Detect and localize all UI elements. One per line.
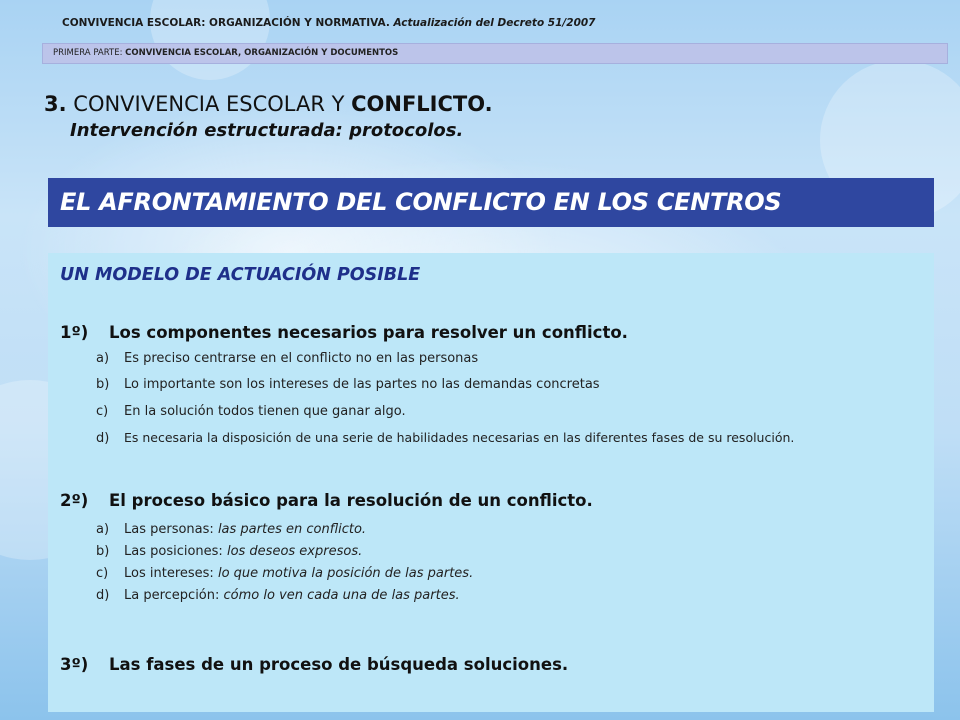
sub-letter: c) — [96, 404, 109, 419]
sub-item — [96, 588, 460, 603]
content-panel — [48, 253, 934, 712]
header-main: CONVIVENCIA ESCOLAR: ORGANIZACIÓN Y NORMATIVA. — [62, 17, 390, 29]
item-number: 2º) — [60, 491, 89, 510]
list-item-2 — [60, 491, 593, 510]
main-banner: EL AFRONTAMIENTO DEL CONFLICTO EN LOS CENTROS — [48, 178, 934, 227]
sub-label: Las posiciones: — [124, 544, 223, 559]
item-text: Los componentes necesarios para resolver un conflicto. — [109, 323, 628, 342]
panel-title: UN MODELO DE ACTUACIÓN POSIBLE — [60, 265, 421, 285]
section-title — [44, 92, 493, 116]
sub-label: Las personas: — [124, 522, 214, 537]
list-item-3 — [60, 655, 568, 674]
header-italic: Actualización del Decreto 51/2007 — [393, 17, 596, 29]
section-title-bold: CONFLICTO. — [351, 92, 493, 116]
sub-label: La percepción: — [124, 588, 220, 603]
item-text: Las fases de un proceso de búsqueda soluciones. — [109, 655, 569, 674]
section-number: 3. — [44, 92, 67, 116]
section-title-plain: CONVIVENCIA ESCOLAR Y — [73, 92, 345, 116]
document-header — [62, 17, 595, 29]
sub-item — [96, 522, 366, 537]
item-text: El proceso básico para la resolución de un conflicto. — [109, 491, 593, 510]
item-number: 3º) — [60, 655, 89, 674]
sub-item — [96, 566, 473, 581]
sub-detail: los deseos expresos. — [226, 544, 363, 559]
sub-detail: las partes en conflicto. — [217, 522, 367, 537]
sub-item — [96, 544, 362, 559]
sub-item — [96, 377, 600, 392]
sub-item — [96, 404, 406, 419]
sub-letter: c) — [96, 566, 109, 581]
sub-text: Lo importante son los intereses de las partes no las demandas concretas — [124, 377, 600, 392]
item-number: 1º) — [60, 323, 89, 342]
sub-letter: a) — [96, 522, 110, 537]
sub-text: En la solución todos tienen que ganar algo. — [124, 404, 406, 419]
list-item-1 — [60, 323, 628, 342]
sub-text: Es preciso centrarse en el conflicto no en las personas — [124, 351, 479, 366]
sub-letter: d) — [96, 588, 110, 603]
part-prefix: PRIMERA PARTE: — [53, 48, 123, 58]
sub-text: Es necesaria la disposición de una serie de habilidades necesarias en las diferentes fases de su resolución. — [124, 430, 795, 445]
section-subtitle: Intervención estructurada: protocolos. — [70, 120, 464, 141]
sub-letter: d) — [96, 431, 110, 446]
part-title: CONVIVENCIA ESCOLAR, ORGANIZACIÓN Y DOCUMENTOS — [125, 48, 399, 58]
sub-label: Los intereses: — [124, 566, 214, 581]
sub-detail: cómo lo ven cada una de las partes. — [223, 588, 460, 603]
sub-item — [96, 430, 794, 446]
sub-detail: lo que motiva la posición de las partes. — [217, 566, 474, 581]
sub-letter: b) — [96, 377, 110, 392]
part-bar — [42, 43, 948, 64]
sub-letter: b) — [96, 544, 110, 559]
sub-letter: a) — [96, 351, 110, 366]
sub-item — [96, 351, 478, 366]
